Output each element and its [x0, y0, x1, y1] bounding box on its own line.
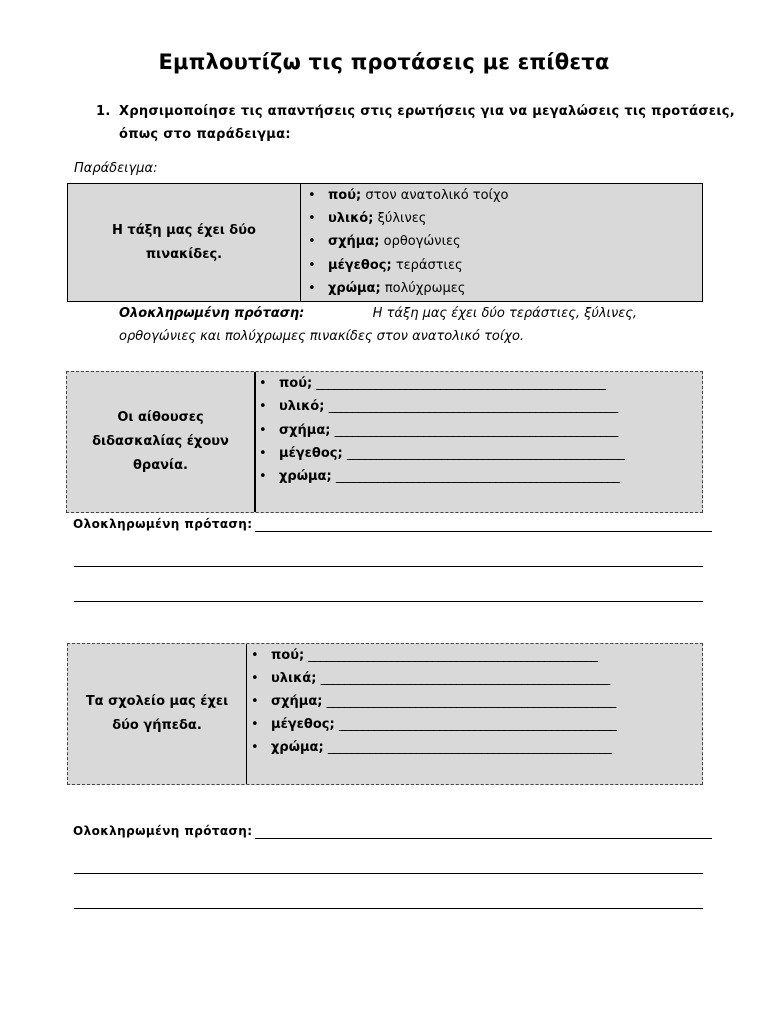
bullet-icon: • [259, 376, 267, 391]
exercise-1-box [66, 371, 703, 513]
bullet-icon: • [251, 648, 259, 663]
bullet-icon: • [251, 671, 259, 686]
exercise-2-answer-line-1[interactable] [255, 838, 712, 839]
instruction-line-2: όπως στο παράδειγμα: [119, 127, 291, 142]
exercise-1-sentence-line-2: διδασκαλίας έχουν [92, 434, 229, 449]
exercise-2-answer-line-2[interactable] [74, 873, 703, 874]
bullet-icon: • [308, 211, 316, 226]
answer-blank[interactable]: ________________________________________________ [327, 740, 612, 755]
exercise-2-answer-line-3[interactable] [74, 908, 703, 909]
exercise-question: μέγεθος; [279, 446, 343, 461]
exercise-question: πού; [271, 648, 305, 663]
exercise-question: σχήμα; [279, 423, 331, 438]
exercise-2-item-color [251, 740, 611, 755]
bullet-icon: • [308, 188, 316, 203]
example-question: πού; [328, 188, 362, 203]
bullet-icon: • [259, 469, 267, 484]
exercise-1-answer-line-3[interactable] [74, 601, 703, 602]
bullet-icon: • [251, 694, 259, 709]
answer-blank[interactable]: _________________________________________________ [316, 376, 606, 391]
exercise-2-divider [246, 644, 247, 784]
example-item-where [308, 188, 508, 203]
answer-blank[interactable]: ________________________________________________ [334, 423, 618, 438]
exercise-2-completed-label: Ολοκληρωμένη πρόταση: [73, 824, 253, 838]
bullet-icon: • [308, 234, 316, 249]
example-answer: τεράστιες [395, 258, 463, 273]
exercise-question: χρώμα; [271, 740, 324, 755]
exercise-1-item-size [259, 446, 624, 461]
answer-blank[interactable]: _________________________________________________ [328, 399, 618, 414]
exercise-2-item-size [251, 717, 616, 732]
example-completed-sentence [119, 302, 637, 348]
bullet-icon: • [251, 717, 259, 732]
answer-blank[interactable]: ________________________________________________ [335, 469, 620, 484]
exercise-2-sentence-line-1: Τα σχολείο μας έχει [85, 694, 229, 709]
answer-blank[interactable]: _________________________________________________ [320, 671, 610, 686]
exercise-2-item-where [251, 648, 597, 663]
example-answer: στον ανατολικό τοίχο [365, 188, 509, 203]
exercise-question: υλικό; [279, 399, 325, 414]
bullet-icon: • [308, 258, 316, 273]
exercise-2-sentence-line-2: δύο γήπεδα. [112, 718, 202, 733]
example-question: μέγεθος; [328, 258, 392, 273]
example-answer: ορθογώνιες [383, 234, 461, 249]
example-completed-label: Ολοκληρωμένη πρόταση: [119, 306, 305, 321]
exercise-1-answer-line-2[interactable] [74, 566, 703, 567]
example-item-shape [308, 234, 461, 249]
example-completed-line-2: ορθογώνιες και πολύχρωμες πινακίδες στον ανατολικό τοίχο. [119, 329, 525, 344]
example-item-color [308, 281, 465, 296]
exercise-1-sentence [67, 372, 254, 512]
exercise-1-item-color [259, 469, 619, 484]
exercise-1-answer-line-1[interactable] [255, 531, 712, 532]
bullet-icon: • [308, 281, 316, 296]
exercise-2-box [67, 643, 703, 785]
bullet-icon: • [251, 740, 259, 755]
exercise-2-sentence [68, 644, 246, 784]
answer-blank[interactable]: _________________________________________________ [308, 648, 598, 663]
page-title: Εμπλουτίζω τις προτάσεις με επίθετα [158, 50, 610, 74]
example-sentence-line-2: πινακίδες. [145, 246, 223, 262]
answer-blank[interactable]: _______________________________________________ [346, 446, 625, 461]
exercise-1-item-shape [259, 423, 618, 438]
exercise-1-item-material [259, 399, 618, 414]
example-label: Παράδειγμα: [74, 161, 158, 176]
bullet-icon: • [259, 446, 267, 461]
example-answer: ξύλινες [377, 211, 427, 226]
exercise-question: πού; [279, 376, 313, 391]
exercise-1-divider [254, 372, 256, 512]
example-sentence-line-1: Η τάξη μας έχει δύο [112, 222, 256, 238]
example-completed-text: Η τάξη μας έχει δύο τεράστιες, ξύλινες, [372, 306, 637, 321]
bullet-icon: • [259, 423, 267, 438]
example-item-material [308, 211, 426, 226]
exercise-1-sentence-line-3: θρανία. [133, 458, 188, 473]
example-sentence [68, 184, 300, 301]
exercise-question: μέγεθος; [271, 717, 335, 732]
exercise-question: χρώμα; [279, 469, 332, 484]
example-item-size [308, 258, 463, 273]
example-answer: πολύχρωμες [384, 281, 466, 296]
example-question: σχήμα; [328, 234, 380, 249]
instruction-line-1: Χρησιμοποίησε τις απαντήσεις στις ερωτήσεις για να μεγαλώσεις τις προτάσεις, [119, 104, 735, 119]
example-divider [300, 184, 301, 301]
answer-blank[interactable]: _______________________________________________ [338, 717, 617, 732]
example-box [67, 183, 703, 302]
exercise-question: σχήμα; [271, 694, 323, 709]
exercise-2-item-material [251, 671, 610, 686]
exercise-1-item-where [259, 376, 605, 391]
exercise-1-completed-label: Ολοκληρωμένη πρόταση: [73, 517, 253, 531]
instruction-number: 1. [96, 104, 111, 119]
exercise-2-item-shape [251, 694, 616, 709]
exercise-1-sentence-line-1: Οι αίθουσες [117, 410, 204, 425]
answer-blank[interactable]: _________________________________________________ [326, 694, 616, 709]
example-question: χρώμα; [328, 281, 381, 296]
exercise-question: υλικά; [271, 671, 317, 686]
example-question: υλικό; [328, 211, 374, 226]
bullet-icon: • [259, 399, 267, 414]
